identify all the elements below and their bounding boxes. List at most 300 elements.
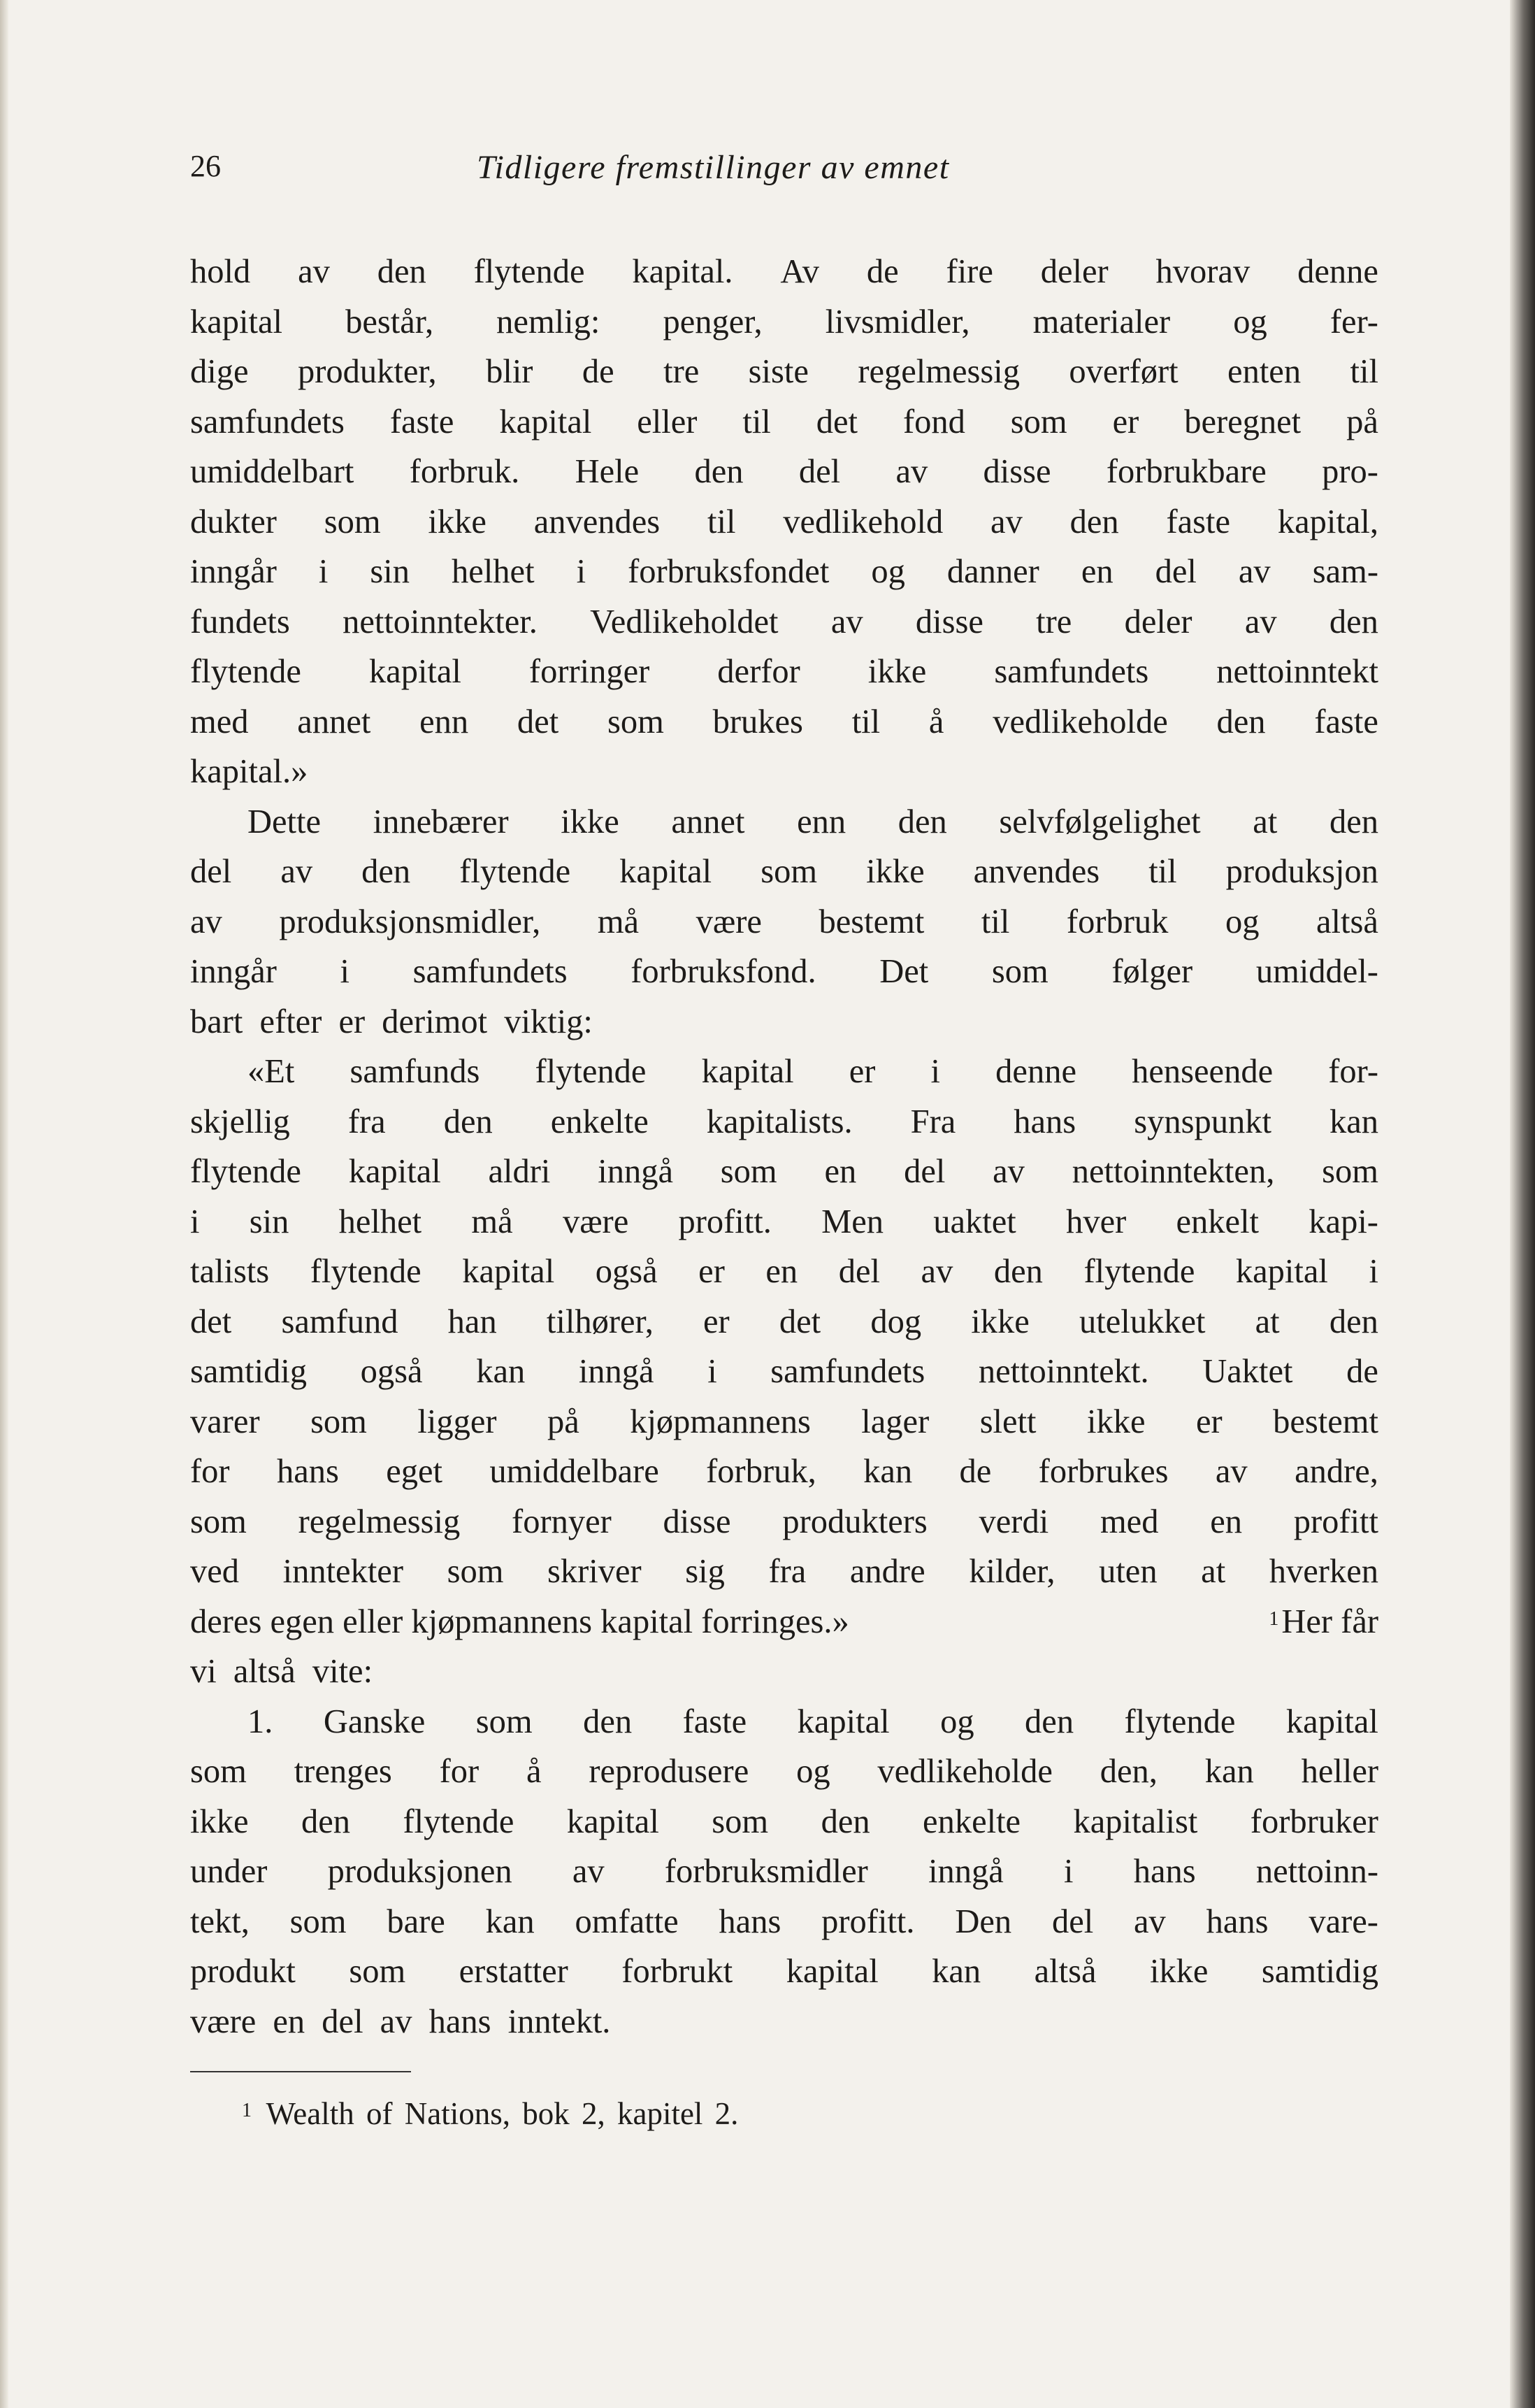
word: i xyxy=(340,953,350,990)
word: enn xyxy=(419,703,469,740)
word: flytende xyxy=(190,1153,301,1190)
word: beregnet xyxy=(1184,403,1302,440)
word: forbruksfondet xyxy=(628,553,830,590)
word: produkt xyxy=(190,1953,296,1990)
word: omfatte xyxy=(575,1902,679,1940)
word: aldri xyxy=(488,1153,551,1190)
word: profitt xyxy=(1293,1503,1378,1540)
word: kan xyxy=(1329,1103,1378,1140)
word: kan xyxy=(476,1353,526,1390)
word: som xyxy=(447,1553,504,1590)
word: disse xyxy=(983,453,1051,490)
word: nettoinntekt xyxy=(1216,653,1378,690)
word: den xyxy=(821,1803,870,1840)
word: også xyxy=(595,1253,658,1290)
word: de xyxy=(582,353,614,390)
word: den xyxy=(361,853,411,890)
word: kapital xyxy=(368,653,461,690)
word: en xyxy=(1210,1503,1242,1540)
text-line xyxy=(190,1099,1378,1149)
word: produkters xyxy=(782,1503,928,1540)
word: eller xyxy=(637,403,698,440)
word: kapital xyxy=(1285,1703,1378,1740)
word: å xyxy=(928,703,944,740)
text-line xyxy=(190,299,1378,350)
word: flytende xyxy=(459,853,571,890)
word: enten xyxy=(1227,353,1302,390)
word: enkelt xyxy=(1176,1203,1260,1240)
word: Vedlikeholdet xyxy=(590,603,779,640)
text-line xyxy=(190,1799,1378,1849)
word: bestemt xyxy=(819,903,925,940)
word: kan xyxy=(1204,1753,1254,1790)
text-line xyxy=(190,1749,1378,1799)
word: flytende xyxy=(473,253,585,290)
word: vedlikeholde xyxy=(877,1753,1053,1790)
word: annet xyxy=(297,703,371,740)
word: som xyxy=(761,853,818,890)
word: den xyxy=(583,1703,633,1740)
word: Av xyxy=(780,253,820,290)
word: den xyxy=(694,453,744,490)
word: i xyxy=(930,1053,941,1090)
word: den xyxy=(1025,1703,1074,1740)
word: ikke xyxy=(1086,1403,1146,1440)
word: på xyxy=(1346,403,1378,440)
word: også xyxy=(360,1353,423,1390)
word: av xyxy=(1238,553,1271,590)
word: og xyxy=(1233,303,1267,341)
word: selvfølgelighet xyxy=(999,803,1201,840)
word: andre, xyxy=(1295,1453,1378,1490)
word: Men xyxy=(821,1203,884,1240)
word: danner xyxy=(946,553,1039,590)
word: dige xyxy=(190,353,249,390)
word: altså xyxy=(1316,903,1378,940)
word: ligger xyxy=(417,1403,497,1440)
word: som xyxy=(991,953,1048,990)
word: inngår xyxy=(190,953,277,990)
word: nettoinntekten, xyxy=(1072,1153,1275,1190)
word: forringer xyxy=(528,653,650,690)
word: for xyxy=(439,1753,480,1790)
word: at xyxy=(1255,1303,1280,1340)
text-line xyxy=(190,449,1378,499)
word: inntekter xyxy=(282,1553,403,1590)
word: under xyxy=(190,1853,268,1890)
word: umiddel- xyxy=(1255,953,1378,990)
word: at xyxy=(1253,803,1278,840)
word: nettoinn- xyxy=(1255,1853,1378,1890)
text-line xyxy=(190,1549,1378,1599)
word: det xyxy=(816,403,858,440)
word: kilder, xyxy=(969,1553,1055,1590)
word: del xyxy=(1051,1902,1094,1940)
word: kapital. xyxy=(632,253,733,290)
word: ikke xyxy=(971,1303,1030,1340)
word: vare- xyxy=(1309,1902,1378,1940)
text-line: være en del av hans inntekt. xyxy=(190,2002,611,2040)
word: forbruker xyxy=(1250,1803,1378,1840)
word: ikke xyxy=(1149,1953,1209,1990)
footnote-marker: 1 xyxy=(242,2100,252,2121)
word: kan xyxy=(932,1953,981,1990)
word: enkelte xyxy=(550,1103,649,1140)
word: flytende xyxy=(190,653,301,690)
text-line xyxy=(190,649,1378,699)
text-line xyxy=(190,1299,1378,1349)
footnote-reference[interactable]: 1 xyxy=(1269,1607,1279,1630)
word: kapital xyxy=(462,1253,555,1290)
word: og xyxy=(940,1703,974,1740)
word: altså xyxy=(1034,1953,1097,1990)
word: av xyxy=(921,1253,953,1290)
word: brukes xyxy=(712,703,803,740)
word: av xyxy=(280,853,313,890)
word: skriver xyxy=(547,1553,642,1590)
word: disse xyxy=(915,603,983,640)
word: produksjonsmidler, xyxy=(279,903,541,940)
word: pro- xyxy=(1322,453,1378,490)
text-line xyxy=(190,249,1378,299)
word: Hele xyxy=(575,453,640,490)
word: forbrukes xyxy=(1038,1453,1169,1490)
word: vedlikehold xyxy=(783,503,944,540)
word: tilhører, xyxy=(546,1303,654,1340)
word: til xyxy=(851,703,881,740)
word: talists xyxy=(190,1253,270,1290)
word: varer xyxy=(190,1403,260,1440)
word: til xyxy=(707,503,736,540)
word: ikke xyxy=(190,1803,249,1840)
word: profitt. xyxy=(678,1203,772,1240)
word: til xyxy=(1350,353,1378,390)
word: forbrukbare xyxy=(1106,453,1267,490)
word: de xyxy=(1346,1353,1378,1390)
word: med xyxy=(1100,1503,1159,1540)
word: forbruksfond. xyxy=(630,953,816,990)
word: dukter xyxy=(190,503,277,540)
word: i xyxy=(190,1203,200,1240)
word: den xyxy=(1329,803,1378,840)
word: denne xyxy=(1297,253,1378,290)
word: sin xyxy=(370,553,410,590)
word: kapital xyxy=(566,1803,659,1840)
word: kapital xyxy=(190,303,282,341)
word: nemlig: xyxy=(496,303,600,341)
word: Den xyxy=(955,1902,1012,1940)
word: kapital, xyxy=(1277,503,1378,540)
word: denne xyxy=(995,1053,1076,1090)
text-line xyxy=(190,1249,1378,1299)
body-text xyxy=(190,249,1378,2049)
word: hans xyxy=(1014,1103,1076,1140)
text-line xyxy=(190,1149,1378,1199)
word: innebærer xyxy=(373,803,509,840)
word: blir xyxy=(486,353,533,390)
word: flytende xyxy=(310,1253,421,1290)
word: lager xyxy=(861,1403,930,1440)
word: kapital xyxy=(797,1703,890,1740)
text-line xyxy=(190,549,1378,599)
word: må xyxy=(471,1203,513,1240)
line-part: $^1$Her får xyxy=(1269,1603,1378,1640)
word: deler xyxy=(1124,603,1192,640)
word: det xyxy=(779,1303,821,1340)
word: hans xyxy=(276,1453,339,1490)
word: følger xyxy=(1111,953,1193,990)
word: av xyxy=(1244,603,1277,640)
word: uaktet xyxy=(933,1203,1016,1240)
word: samfundets xyxy=(412,953,568,990)
word: kapi- xyxy=(1309,1203,1378,1240)
word: tre xyxy=(663,353,700,390)
word: kapitalist xyxy=(1073,1803,1198,1840)
word: materialer xyxy=(1032,303,1171,341)
word: Uaktet xyxy=(1202,1353,1293,1390)
word: heller xyxy=(1301,1753,1378,1790)
word: kan xyxy=(863,1453,913,1490)
word: andre xyxy=(849,1553,925,1590)
word: hverken xyxy=(1269,1553,1378,1590)
word: hvorav xyxy=(1155,253,1251,290)
word: kapital xyxy=(701,1053,794,1090)
text-line xyxy=(190,1899,1378,1949)
word: er xyxy=(1112,403,1139,440)
word: den xyxy=(898,803,947,840)
word: forbruk. xyxy=(409,453,520,490)
text-line: kapital.» xyxy=(190,753,308,790)
word: tre xyxy=(1036,603,1072,640)
footnote-text: Wealth of Nations, bok 2, kapitel 2. xyxy=(266,2096,739,2131)
word: forbruksmidler xyxy=(664,1853,868,1890)
text-line xyxy=(190,1049,1378,1099)
page-number: 26 xyxy=(190,149,221,183)
word: av xyxy=(990,503,1023,540)
word: vedlikeholde xyxy=(993,703,1168,740)
word: del xyxy=(190,853,232,890)
word: reprodusere xyxy=(589,1753,749,1790)
word: kapitalists. xyxy=(706,1103,853,1140)
word: er xyxy=(703,1303,730,1340)
word: «Et xyxy=(247,1053,295,1090)
word: hold xyxy=(190,253,251,290)
word: å xyxy=(526,1753,542,1790)
page-edge-shadow xyxy=(1510,0,1535,2408)
word: ikke xyxy=(866,853,925,890)
word: henseende xyxy=(1132,1053,1274,1090)
word: sig xyxy=(685,1553,725,1590)
word: del xyxy=(1155,553,1197,590)
word: sin xyxy=(249,1203,289,1240)
word: den xyxy=(1329,1303,1378,1340)
text-line xyxy=(190,699,1378,750)
word: faste xyxy=(1166,503,1231,540)
word: umiddelbart xyxy=(190,453,354,490)
word: inngår xyxy=(190,553,277,590)
text-line xyxy=(190,1949,1378,1999)
word: en xyxy=(1081,553,1114,590)
word: profitt. xyxy=(821,1902,915,1940)
text-line: bart efter er derimot viktig: xyxy=(190,1003,593,1040)
word: til xyxy=(742,403,771,440)
word: samfundets xyxy=(770,1353,925,1390)
word: og xyxy=(871,553,905,590)
text-line xyxy=(190,1699,1378,1749)
word: samfunds xyxy=(349,1053,480,1090)
word: det xyxy=(517,703,559,740)
word: fer- xyxy=(1329,303,1378,341)
text-line xyxy=(190,799,1378,850)
text-line xyxy=(190,599,1378,650)
text-line xyxy=(190,399,1378,450)
word: fire xyxy=(946,253,993,290)
word: og xyxy=(796,1753,830,1790)
word: kan xyxy=(485,1902,535,1940)
word: faste xyxy=(1314,703,1378,740)
word: av xyxy=(1215,1453,1248,1490)
word: ikke xyxy=(561,803,619,840)
text-line xyxy=(190,1399,1378,1449)
word: flytende xyxy=(1124,1703,1236,1740)
word: del xyxy=(904,1153,946,1190)
word: faste xyxy=(389,403,454,440)
word: enkelte xyxy=(923,1803,1021,1840)
word: av xyxy=(830,603,863,640)
word: siste xyxy=(748,353,809,390)
word: kapital xyxy=(786,1953,879,1990)
word: i xyxy=(1064,1853,1074,1890)
word: Dette xyxy=(247,803,322,840)
word: disse xyxy=(663,1503,731,1540)
word: sam- xyxy=(1312,553,1378,590)
word: forbruk, xyxy=(706,1453,816,1490)
text-line xyxy=(190,1499,1378,1549)
word: og xyxy=(1225,903,1260,940)
word: som xyxy=(349,1953,406,1990)
page-header xyxy=(190,148,1378,197)
word: i xyxy=(318,553,329,590)
word: av xyxy=(895,453,928,490)
text-line xyxy=(190,949,1378,999)
word: ved xyxy=(190,1553,240,1590)
word: fundets xyxy=(190,603,290,640)
word: den xyxy=(1216,703,1266,740)
word: kapital xyxy=(499,403,592,440)
word: fornyer xyxy=(512,1503,612,1540)
word: som xyxy=(1322,1153,1378,1190)
word: verdi xyxy=(979,1503,1049,1540)
word: av xyxy=(1134,1902,1166,1940)
word: kapital xyxy=(1235,1253,1328,1290)
word: regelmessig xyxy=(298,1503,461,1540)
text-line xyxy=(190,349,1378,399)
word: livsmidler, xyxy=(825,303,970,341)
word: annet xyxy=(671,803,745,840)
word: skjellig xyxy=(190,1103,290,1140)
word: de xyxy=(959,1453,992,1490)
word: 1. xyxy=(247,1703,273,1740)
word: for- xyxy=(1328,1053,1378,1090)
word: som xyxy=(607,703,664,740)
word: for xyxy=(190,1453,230,1490)
word: fra xyxy=(347,1103,386,1140)
word: er xyxy=(1195,1403,1223,1440)
word: den xyxy=(1329,603,1378,640)
word: penger, xyxy=(663,303,763,341)
word: helhet xyxy=(338,1203,422,1240)
word: dog xyxy=(870,1303,922,1340)
word: ikke xyxy=(428,503,487,540)
page-gutter-shadow xyxy=(0,0,8,2408)
word: bestemt xyxy=(1273,1403,1378,1440)
word: kapital xyxy=(619,853,712,890)
word: deler xyxy=(1040,253,1109,290)
word: ikke xyxy=(867,653,927,690)
word: på xyxy=(547,1403,579,1440)
word: som xyxy=(190,1503,247,1540)
word: inngå xyxy=(578,1353,654,1390)
text-line-with-footnote xyxy=(190,1599,1378,1649)
word: med xyxy=(190,703,249,740)
word: være xyxy=(696,903,762,940)
word: hans xyxy=(1133,1853,1196,1890)
word: kjøpmannens xyxy=(630,1403,811,1440)
word: samfundets xyxy=(190,403,345,440)
word: samtidig xyxy=(1261,1953,1378,1990)
word: Det xyxy=(879,953,929,990)
word: uten xyxy=(1099,1553,1158,1590)
word: det xyxy=(190,1303,232,1340)
word: av xyxy=(993,1153,1025,1190)
word: til xyxy=(1148,853,1177,890)
word: utelukket xyxy=(1079,1303,1206,1340)
word: fra xyxy=(768,1553,807,1590)
footnote-divider xyxy=(190,2071,411,2072)
word: anvendes xyxy=(973,853,1100,890)
word: bare xyxy=(387,1902,445,1940)
word: hans xyxy=(719,1902,781,1940)
word: den xyxy=(1069,503,1119,540)
word: den xyxy=(443,1103,493,1140)
word: synspunkt xyxy=(1134,1103,1271,1140)
word: av xyxy=(190,903,222,940)
word: han xyxy=(447,1303,497,1340)
running-head: Tidligere fremstillinger av emnet xyxy=(477,149,950,186)
word: del xyxy=(838,1253,880,1290)
word: som xyxy=(712,1803,769,1840)
word: produksjon xyxy=(1225,853,1378,890)
word: at xyxy=(1201,1553,1226,1590)
word: produkter, xyxy=(297,353,437,390)
word: eget xyxy=(386,1453,442,1490)
word: Ganske xyxy=(323,1703,426,1740)
word: flytende xyxy=(403,1803,514,1840)
word: anvendes xyxy=(533,503,661,540)
word: flytende xyxy=(1083,1253,1195,1290)
word: faste xyxy=(682,1703,747,1740)
word: flytende xyxy=(535,1053,647,1090)
line-part: deres egen eller kjøpmannens kapital forringes.» xyxy=(190,1603,849,1640)
text-line xyxy=(190,1349,1378,1399)
word: derfor xyxy=(717,653,800,690)
word: hans xyxy=(1206,1902,1269,1940)
word: regelmessig xyxy=(858,353,1020,390)
word: som xyxy=(1010,403,1067,440)
word: produksjonen xyxy=(327,1853,512,1890)
word: den xyxy=(377,253,426,290)
word: de xyxy=(866,253,899,290)
